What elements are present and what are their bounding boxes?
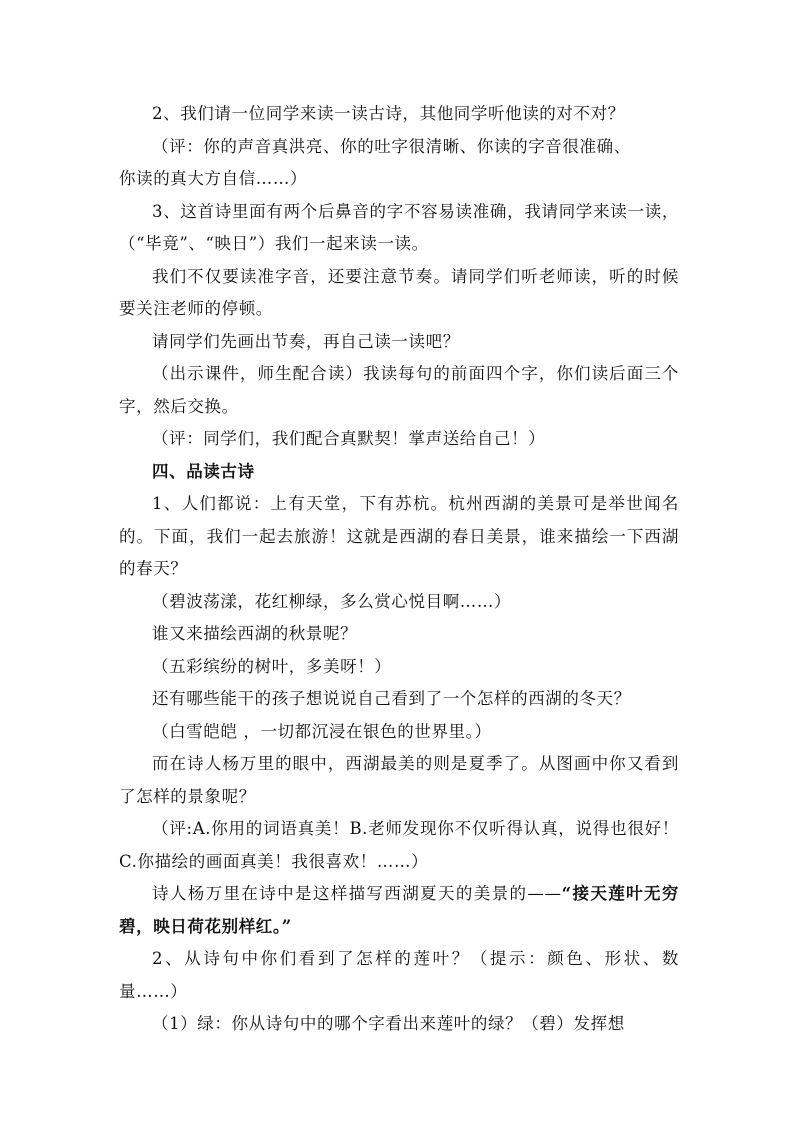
answer-winter: （白雪皑皑 ，一切都沉浸在银色的世界里。） bbox=[152, 721, 492, 741]
paragraph-rhythm: 我们不仅要读准字音，还要注意节奏。请同学们听老师读，听的时候要关注老师的停顿。 bbox=[119, 266, 679, 318]
question-winter: 还有哪些能干的孩子想说说自己看到了一个怎样的西湖的冬天？ bbox=[152, 689, 631, 708]
answer-spring: （碧波荡漾，花红柳绿，多么赏心悦目啊……） bbox=[152, 591, 512, 611]
paragraph-poem-quote bbox=[119, 878, 679, 943]
answer-autumn: （五彩缤纷的树叶，多美呀！） bbox=[152, 656, 392, 676]
document-page bbox=[119, 98, 679, 1041]
paragraph-draw-rhythm: 请同学们先画出节奏，再自己读一读吧？ bbox=[152, 331, 460, 351]
teacher-comment-1-line2: 你读的真大方自信……） bbox=[119, 169, 308, 188]
teacher-comment-1-line1: （评：你的声音真洪亮、你的吐字很清晰、你读的字音很准确、 bbox=[152, 136, 631, 156]
paragraph-courseware: （出示课件，师生配合读）我读每句的前面四个字，你们读后面三个字，然后交换。 bbox=[119, 364, 679, 416]
paragraph-4-1: 1、人们都说：上有天堂，下有苏杭。杭州西湖的美景可是举世闻名的。下面，我们一起去旅游！这就是西湖的春日美景，谁来描绘一下西湖的春天？ bbox=[119, 494, 679, 578]
question-autumn: 谁又来描绘西湖的秋景呢？ bbox=[152, 624, 358, 643]
teacher-comment-2: （评：同学们，我们配合真默契！掌声送给自己！） bbox=[152, 429, 546, 448]
paragraph-4-2-1: （1）绿：你从诗句中的哪个字看出来莲叶的绿？（碧）发挥想 bbox=[152, 1014, 625, 1033]
section-heading-4: 四、品读古诗 bbox=[152, 461, 255, 481]
poem-lines: “接天莲叶无穷碧，映日荷花别样红。” bbox=[119, 884, 679, 936]
paragraph-4-2: 2、从诗句中你们看到了怎样的莲叶？（提示：颜色、形状、数量……） bbox=[119, 949, 679, 1001]
poem-intro: 诗人杨万里在诗中是这样描写西湖夏天的美景的—— bbox=[152, 884, 562, 903]
paragraph-3: 3、这首诗里面有两个后鼻音的字不容易读准确，我请同学来读一读，（“毕竟”、“映日”）我们一起来读一读。 bbox=[119, 201, 679, 253]
question-summer: 而在诗人杨万里的眼中，西湖最美的则是夏季了。从图画中你又看到了怎样的景象呢？ bbox=[119, 754, 679, 806]
paragraph-2: 2、我们请一位同学来读一读古诗，其他同学听他读的对不对？ bbox=[152, 104, 625, 123]
teacher-comment-3: （评:A.你用的词语真美！B.老师发现你不仅听得认真，说得也很好！C.你描绘的画面真美！我很喜欢！……） bbox=[119, 819, 679, 871]
